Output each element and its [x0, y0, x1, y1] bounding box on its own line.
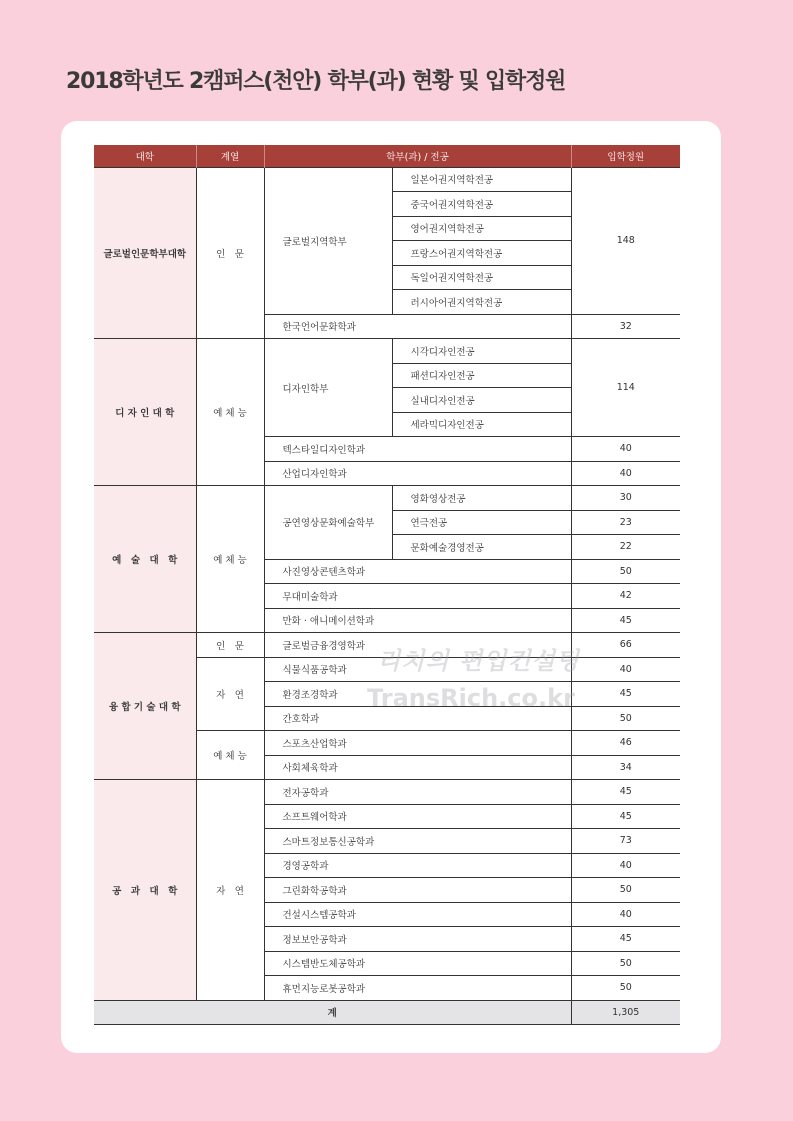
quota-value: 50	[571, 976, 680, 1001]
quota-value: 45	[571, 780, 680, 805]
quota-value: 40	[571, 461, 680, 486]
watermark-line2: TransRich.co.kr	[367, 684, 575, 712]
field-name: 인 문	[196, 167, 264, 339]
dept-name: 글로벌금융경영학과	[264, 633, 571, 658]
college-name: 디 자 인 대 학	[94, 339, 196, 486]
major-name: 중국어권지역학전공	[392, 192, 571, 217]
college-name: 융 합 기 술 대 학	[94, 633, 196, 780]
field-name: 자 연	[196, 780, 264, 1001]
major-name: 일본어권지역학전공	[392, 167, 571, 192]
content-card	[61, 121, 721, 1053]
quota-value: 45	[571, 608, 680, 633]
dept-name: 식물식품공학과	[264, 657, 571, 682]
quota-value: 30	[571, 486, 680, 511]
page-title: 2018학년도 2캠퍼스(천안) 학부(과) 현황 및 입학정원	[66, 69, 566, 94]
college-name: 예 술 대 학	[94, 486, 196, 633]
quota-value: 22	[571, 535, 680, 560]
major-name: 영어권지역학전공	[392, 216, 571, 241]
dept-name: 환경조경학과	[264, 682, 571, 707]
header-field: 계열	[196, 145, 264, 167]
dept-name: 무대미술학과	[264, 584, 571, 609]
quota-value: 23	[571, 510, 680, 535]
dept-name: 만화 · 애니메이션학과	[264, 608, 571, 633]
division-name: 디자인학부	[264, 339, 392, 437]
college-name: 공 과 대 학	[94, 780, 196, 1001]
quota-value: 50	[571, 559, 680, 584]
major-name: 실내디자인전공	[392, 388, 571, 413]
admission-quota-table	[94, 145, 680, 1025]
major-name: 독일어권지역학전공	[392, 265, 571, 290]
dept-name: 간호학과	[264, 706, 571, 731]
watermark-line1: 리치의 편입컨설팅	[377, 646, 580, 675]
major-name: 영화영상전공	[392, 486, 571, 511]
major-name: 문화예술경영전공	[392, 535, 571, 560]
table-row	[94, 780, 680, 805]
dept-name: 스포츠산업학과	[264, 731, 571, 756]
field-name: 자 연	[196, 657, 264, 731]
quota-value: 40	[571, 853, 680, 878]
dept-name: 사회체육학과	[264, 755, 571, 780]
total-quota: 1,305	[571, 1000, 680, 1024]
dept-name: 경영공학과	[264, 853, 571, 878]
quota-value: 114	[571, 339, 680, 437]
dept-name: 휴먼지능로봇공학과	[264, 976, 571, 1001]
division-name: 글로벌지역학부	[264, 167, 392, 314]
major-name: 러시아어권지역학전공	[392, 290, 571, 315]
college-name: 글로벌인문학부대학	[94, 167, 196, 339]
dept-name: 산업디자인학과	[264, 461, 571, 486]
dept-name: 시스템반도체공학과	[264, 951, 571, 976]
field-name: 예 체 능	[196, 731, 264, 780]
quota-value: 46	[571, 731, 680, 756]
header-dept: 학부(과) / 전공	[264, 145, 571, 167]
total-row	[94, 1000, 680, 1024]
quota-value: 45	[571, 682, 680, 707]
quota-value: 73	[571, 829, 680, 854]
table-header-row	[94, 145, 680, 167]
quota-value: 50	[571, 951, 680, 976]
major-name: 세라믹디자인전공	[392, 412, 571, 437]
dept-name: 그린화학공학과	[264, 878, 571, 903]
quota-value: 66	[571, 633, 680, 658]
major-name: 시각디자인전공	[392, 339, 571, 364]
table-row	[94, 486, 680, 511]
total-label: 계	[94, 1000, 571, 1024]
quota-value: 50	[571, 706, 680, 731]
quota-value: 45	[571, 804, 680, 829]
dept-name: 텍스타일디자인학과	[264, 437, 571, 462]
quota-value: 148	[571, 167, 680, 314]
major-name: 프랑스어권지역학전공	[392, 241, 571, 266]
header-univ: 대학	[94, 145, 196, 167]
dept-name: 사진영상콘텐츠학과	[264, 559, 571, 584]
table-row	[94, 633, 680, 658]
dept-name: 스마트정보통신공학과	[264, 829, 571, 854]
field-name: 인 문	[196, 633, 264, 658]
dept-name: 소프트웨어학과	[264, 804, 571, 829]
dept-name: 정보보안공학과	[264, 927, 571, 952]
table-row	[94, 339, 680, 364]
major-name: 패션디자인전공	[392, 363, 571, 388]
quota-value: 34	[571, 755, 680, 780]
quota-value: 32	[571, 314, 680, 339]
dept-name: 한국언어문화학과	[264, 314, 571, 339]
division-name: 공연영상문화예술학부	[264, 486, 392, 560]
dept-name: 건설시스템공학과	[264, 902, 571, 927]
quota-value: 40	[571, 902, 680, 927]
quota-value: 42	[571, 584, 680, 609]
table-row	[94, 167, 680, 192]
quota-value: 50	[571, 878, 680, 903]
quota-value: 40	[571, 657, 680, 682]
field-name: 예 체 능	[196, 339, 264, 486]
dept-name: 전자공학과	[264, 780, 571, 805]
quota-value: 45	[571, 927, 680, 952]
header-quota: 입학정원	[571, 145, 680, 167]
quota-value: 40	[571, 437, 680, 462]
major-name: 연극전공	[392, 510, 571, 535]
field-name: 예 체 능	[196, 486, 264, 633]
